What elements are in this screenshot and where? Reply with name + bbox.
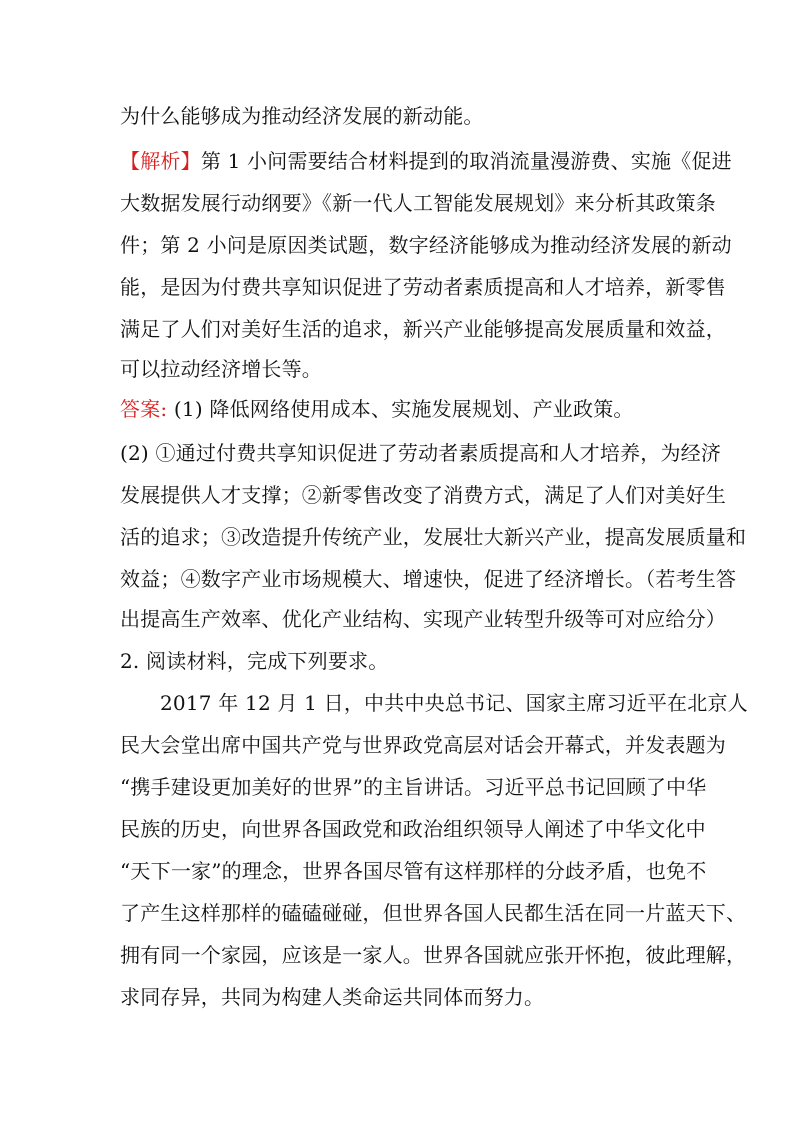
analysis-line: [120, 148, 732, 174]
text-line: 为什么能够成为推动经济发展的新动能。: [120, 104, 484, 128]
text-line: 民大会堂出席中国共产党与世界政党高层对话会开幕式，并发表题为: [120, 733, 726, 757]
text-line: 拥有同一个家园，应该是一家人。世界各国就应张开怀抱，彼此理解，: [120, 943, 747, 967]
text-line: 可以拉动经济增长等。: [120, 357, 322, 381]
text-line: 发展提供人才支撑；②新零售改变了消费方式，满足了人们对美好生: [120, 483, 726, 507]
text-line: 大数据发展行动纲要》《新一代人工智能发展规划》来分析其政策条: [120, 191, 716, 215]
question-heading: 2. 阅读材料，完成下列要求。: [120, 649, 389, 673]
text-line: 出提高生产效率、优化产业结构、实现产业转型升级等可对应给分）: [120, 607, 726, 631]
answer-line: [120, 396, 634, 422]
text-line: 2017 年 12 月 1 日，中共中央总书记、国家主席习近平在北京人: [160, 691, 748, 715]
text-line: 民族的历史，向世界各国政党和政治组织领导人阐述了中华文化中: [120, 817, 706, 841]
text-line: 件；第 2 小问是原因类试题，数字经济能够成为推动经济发展的新动: [120, 233, 732, 257]
answer-label: 答案:: [120, 397, 168, 421]
text-line: “携手建设更加美好的世界”的主旨讲话。习近平总书记回顾了中华: [120, 775, 707, 799]
text-line: 效益；④数字产业市场规模大、增速快，促进了经济增长。（若考生答: [120, 567, 737, 591]
text-line: 了产生这样那样的磕磕碰碰，但世界各国人民都生活在同一片蓝天下、: [120, 901, 747, 925]
text-line: 活的追求；③改造提升传统产业，发展壮大新兴产业，提高发展质量和: [120, 525, 747, 549]
text-line: 满足了人们对美好生活的追求，新兴产业能够提高发展质量和效益，: [120, 317, 726, 341]
text-line: 求同存异，共同为构建人类命运共同体而努力。: [120, 985, 545, 1009]
text-line: (2) ①通过付费共享知识促进了劳动者素质提高和人才培养，为经济: [120, 441, 722, 465]
text-line: “天下一家”的理念，世界各国尽管有这样那样的分歧矛盾，也免不: [120, 859, 707, 883]
answer-text: (1) 降低网络使用成本、实施发展规划、产业政策。: [167, 397, 634, 421]
analysis-text: 第 1 小问需要结合材料提到的取消流量漫游费、实施《促进: [200, 149, 732, 173]
text-line: 能，是因为付费共享知识促进了劳动者素质提高和人才培养，新零售: [120, 275, 726, 299]
analysis-label: 【解析】: [120, 149, 201, 173]
